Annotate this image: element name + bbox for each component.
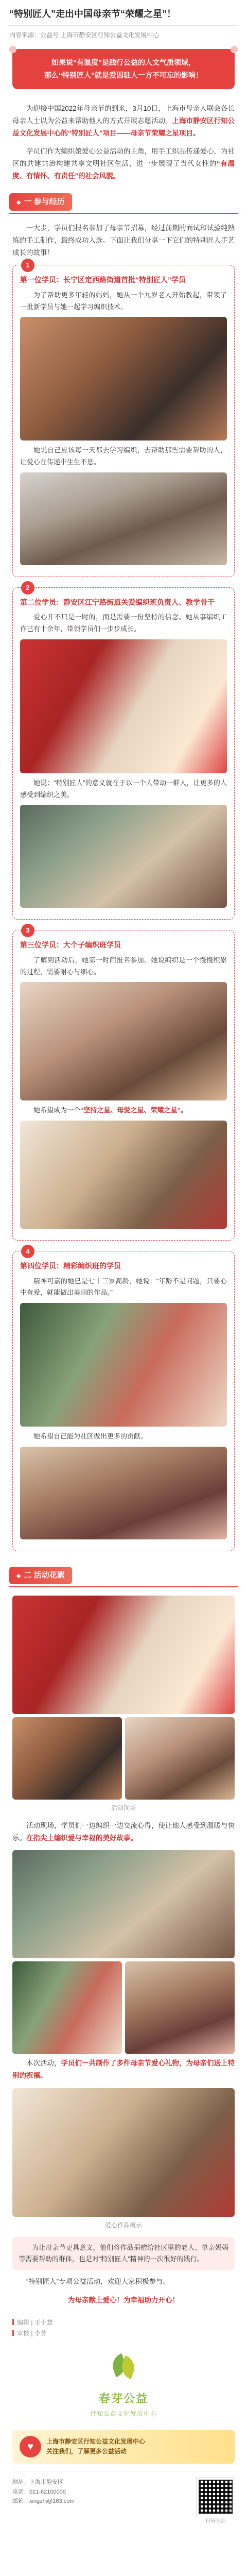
card-number-badge: 2: [21, 581, 34, 595]
card-title: 第一位学员：长宁区定西路街道首批“特别匠人”学员: [20, 276, 186, 284]
card-paragraph: 了解到活动后，她第一时间报名参加。她说编织是一个慢慢积累的过程，需要耐心与细心。: [20, 956, 227, 976]
photo-image: [12, 2088, 235, 2217]
card-title: 第二位学员：静安区江宁路街道关爱编织班负责人、教学骨干: [20, 598, 215, 606]
qr-caption: 扫码关注: [205, 2518, 226, 2524]
photo-image: [20, 982, 227, 1100]
section-2-rule: [9, 1586, 238, 1587]
event-photo[interactable]: [12, 1596, 235, 1714]
article-title: “特别匠人”走出中国母亲节“荣耀之星”！: [9, 9, 176, 19]
credit-bar-icon: [12, 2330, 14, 2336]
card-photo[interactable]: [20, 1121, 227, 1229]
section-2-paragraph-2: [12, 2057, 235, 2081]
slogan-box: [12, 49, 235, 89]
follow-banner[interactable]: [12, 2430, 235, 2464]
card-highlight: “坚持之星、母爱之星、荣耀之星”。: [80, 1106, 188, 1114]
footer-address: 地址：上海市静安区: [12, 2479, 63, 2486]
section-1-lead: 一大步，学员们报名参加了母亲节招募，经过前期的面试和试验纯熟练的手工制作，最终成功入选。下面让我们分享一下它们的特别匠人手艺成长的故事！: [12, 224, 235, 257]
card-photo[interactable]: [20, 317, 227, 440]
card-photo[interactable]: [20, 1447, 227, 1539]
section-2-text-2: 本次活动，: [26, 2059, 61, 2067]
intro-text-1: 为迎接中国2022年母亲节的到来，3月10日，上海市母亲人联会各长母亲人士以为公益来帮助他人的方式开展志愿活动。: [12, 105, 235, 125]
footer: [12, 2471, 235, 2526]
footer-contact: [12, 2478, 75, 2506]
learner-card-1: [12, 261, 235, 577]
card-paragraph: 她说：“特别匠人”的意义就在于以一个人带动一群人，让更多的人感受到编织之美。: [20, 778, 227, 799]
card-number-badge: 1: [21, 259, 34, 272]
credit-bar-icon: [12, 2319, 14, 2325]
card-paragraph: 精神可嘉的她已是七十三岁高龄，她说：“年龄不是问题，只要心中有爱，就能做出美丽的作品。”: [20, 1277, 227, 1297]
qr-code-icon[interactable]: [197, 2478, 235, 2516]
banner-line-2: 关注我们，了解更多公益活动: [46, 2448, 127, 2455]
closing-highlight-line: [12, 2294, 235, 2307]
photo-image: [20, 1447, 227, 1539]
card-paragraph: 她说自己应该每一天都去学习编织，去帮助那些需要帮助的人，让爱心在传递中生生不息。: [20, 446, 227, 466]
intro-text-2: 学员们作为编织娘爱心公益活动的主角，用手工织品传递爱心，为社区的共建共治构建共享文明社区生活，进一步展现了当代女性的: [12, 147, 235, 167]
photo-grid: [12, 1961, 235, 2054]
editor-credits: [12, 2317, 235, 2338]
photo-image: [20, 1303, 227, 1427]
photo-image: [20, 472, 227, 565]
title-divider: [9, 25, 238, 26]
banner-text: [46, 2437, 145, 2456]
event-photo[interactable]: [12, 2088, 235, 2217]
intro-paragraph-2: [12, 145, 235, 182]
event-photo[interactable]: [12, 1717, 122, 1800]
card-paragraph: 为了帮助更多年轻的妈妈，她从一个九岁老人开始教起，带领了一批新学员与她一起学习编织技术。: [20, 291, 227, 311]
photo-image: [20, 639, 227, 773]
footer-email: 邮箱：xingzhi@163.com: [12, 2498, 75, 2505]
reviewer-line: [12, 2328, 235, 2338]
sprout-logo-icon: [108, 2352, 139, 2385]
event-photo[interactable]: [12, 1961, 122, 2054]
section-1-rule: [9, 213, 238, 214]
org-logo: [9, 2352, 238, 2419]
editor-line: [12, 2317, 235, 2328]
card-photo[interactable]: [20, 982, 227, 1100]
card-text: 她希望成为一个: [33, 1106, 81, 1114]
event-photo[interactable]: [12, 1850, 235, 1958]
photo-image: [20, 805, 227, 908]
article-source: 内容来源：公益号 上海市静安区行知公益文化发展中心: [9, 31, 160, 39]
learner-card-4: [12, 1247, 235, 1551]
photo-image: [12, 1850, 235, 1958]
card-paragraph: 她希望自己能为社区做出更多的贡献。: [33, 1432, 148, 1440]
photo-grid: [12, 1717, 235, 1800]
heart-icon: ♥: [20, 2436, 41, 2458]
closing-highlight: 为母亲献上爱心！为幸福助力开心！: [68, 2296, 179, 2304]
photo-image: [12, 1961, 122, 2054]
learner-card-3: [12, 926, 235, 1241]
banner-line-1: 上海市静安区行知公益文化发展中心: [46, 2437, 146, 2445]
reviewer-name: 审核 | 李芳: [17, 2329, 47, 2337]
card-title: 第四位学员：精彩编织班的学员: [20, 1262, 121, 1270]
closing-paragraph: “特别匠人”专项公益活动，欢迎大家积极参与。: [26, 2278, 170, 2285]
photo-image: [125, 1961, 235, 2054]
intro-paragraph-1: [12, 103, 235, 139]
event-photo[interactable]: [125, 1717, 235, 1800]
card-photo[interactable]: [20, 1303, 227, 1427]
photo-caption: 爱心作品展示: [104, 2221, 142, 2229]
photo-image: [125, 1717, 235, 1800]
slogan-line-1: 如果说“有温度”是践行公益的人文气质领域，: [51, 58, 196, 66]
photo-image: [12, 1717, 122, 1800]
photo-image: [12, 1596, 235, 1714]
card-paragraph: 爱心并不只是一时的，而是需要一份坚持的信念。她从事编织工作已有十余年，带领学员们一步步成长。: [20, 613, 227, 633]
card-photo[interactable]: [20, 639, 227, 773]
card-photo[interactable]: [20, 472, 227, 565]
photo-image: [20, 317, 227, 440]
logo-subtitle: 行知公益文化发展中心: [90, 2410, 157, 2418]
section-2-highlight-1: 在指尖上编织爱与幸福的美好故事。: [26, 1834, 137, 1842]
card-paragraph: [20, 1105, 227, 1116]
card-title: 第三位学员：大个子编织班学员: [20, 941, 121, 950]
slogan-line-2: 那么“特别匠人”就是爱因驻人一方不可忘的影响！: [44, 71, 203, 80]
section-2-text-1: 活动现场，学员们一边编织一边交流心得，使让他人感受到温暖与快乐。: [12, 1822, 235, 1842]
photo-caption: 活动现场: [111, 1804, 136, 1811]
learner-card-2: [12, 583, 235, 920]
section-1-heading: ◆ 一 参与经历: [9, 193, 72, 211]
section-2-paragraph-1: [12, 1820, 235, 1844]
logo-name: 春芽公益: [98, 2392, 148, 2405]
card-number-badge: 3: [21, 924, 34, 937]
event-photo[interactable]: [125, 1961, 235, 2054]
qr-block: [197, 2478, 235, 2526]
note-bubble: 为让母亲节更具意义，他们将作品捐赠给社区里的老人、单亲妈妈等需要帮助的群体，也是对“特别匠人”精神的一次很好的践行。: [12, 2237, 235, 2271]
photo-image: [20, 1121, 227, 1229]
editor-name: 编辑 | 王小慧: [17, 2319, 53, 2327]
section-2-highlight-2: 学员们一共制作了多件母亲节爱心礼物，为母亲们送上特别的祝福。: [12, 2059, 235, 2079]
section-2-heading: ◆ 二 活动花絮: [9, 1567, 72, 1584]
intro-highlight-2: “有温度、有情怀、有责任”的社会风貌。: [12, 159, 235, 180]
footer-phone: 电话：021-62100000: [12, 2488, 66, 2495]
card-number-badge: 4: [21, 1245, 34, 1258]
card-photo[interactable]: [20, 805, 227, 908]
intro-highlight-1: 上海市静安区行知公益文化发展中心的“特别匠人”项目——母亲节荣耀之星项目。: [12, 117, 235, 137]
